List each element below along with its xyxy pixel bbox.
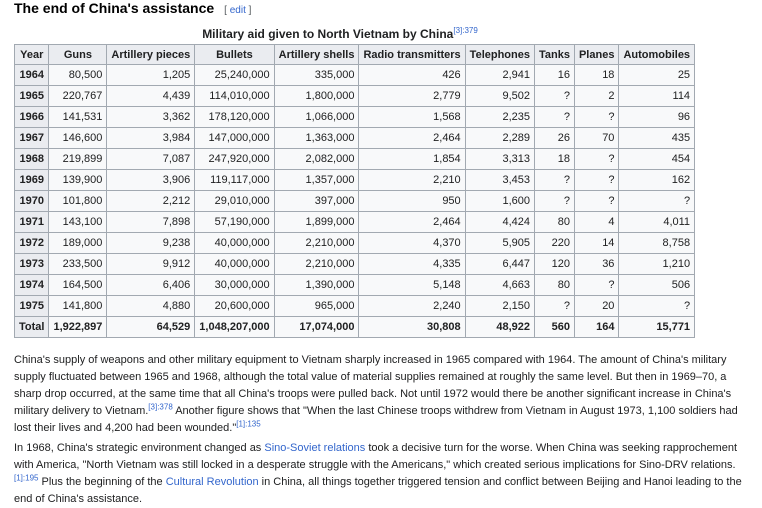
table-cell: 3,362 <box>107 107 195 128</box>
table-cell: 57,190,000 <box>195 212 274 233</box>
column-header: Radio transmitters <box>359 45 465 65</box>
total-cell: 48,922 <box>465 317 534 338</box>
table-cell: 4,439 <box>107 86 195 107</box>
table-cell: 1,600 <box>465 191 534 212</box>
column-header: Artillery pieces <box>107 45 195 65</box>
table-row <box>15 128 695 149</box>
table-cell: 2,464 <box>359 212 465 233</box>
column-header: Tanks <box>534 45 574 65</box>
row-year: 1964 <box>15 65 49 86</box>
table-cell: 4,424 <box>465 212 534 233</box>
total-cell: 560 <box>534 317 574 338</box>
table-cell: 114 <box>619 86 695 107</box>
table-cell: 9,238 <box>107 233 195 254</box>
column-header: Telephones <box>465 45 534 65</box>
table-cell: 1,800,000 <box>274 86 359 107</box>
table-cell: ? <box>574 191 618 212</box>
table-cell: 30,000,000 <box>195 275 274 296</box>
table-cell: 20 <box>574 296 618 317</box>
table-cell: 3,313 <box>465 149 534 170</box>
column-header: Planes <box>574 45 618 65</box>
table-cell: ? <box>574 170 618 191</box>
table-cell: 219,899 <box>49 149 107 170</box>
table-cell: 335,000 <box>274 65 359 86</box>
table-cell: 1,568 <box>359 107 465 128</box>
total-cell: 30,808 <box>359 317 465 338</box>
table-cell: 2,779 <box>359 86 465 107</box>
table-cell: 36 <box>574 254 618 275</box>
table-cell: 247,920,000 <box>195 149 274 170</box>
row-year: 1973 <box>15 254 49 275</box>
table-cell: 2,289 <box>465 128 534 149</box>
table-cell: ? <box>574 149 618 170</box>
table-cell: 233,500 <box>49 254 107 275</box>
table-cell: 101,800 <box>49 191 107 212</box>
table-row <box>15 233 695 254</box>
table-cell: 70 <box>574 128 618 149</box>
table-row <box>15 191 695 212</box>
table-cell: 2,150 <box>465 296 534 317</box>
row-year: 1974 <box>15 275 49 296</box>
table-cell: 2,464 <box>359 128 465 149</box>
table-cell: 5,148 <box>359 275 465 296</box>
table-cell: 1,390,000 <box>274 275 359 296</box>
table-cell: 147,000,000 <box>195 128 274 149</box>
table-cell: 18 <box>534 149 574 170</box>
table-row <box>15 107 695 128</box>
table-cell: 14 <box>574 233 618 254</box>
table-cell: 965,000 <box>274 296 359 317</box>
table-row <box>15 170 695 191</box>
table-cell: 397,000 <box>274 191 359 212</box>
table-cell: 435 <box>619 128 695 149</box>
cultural-revolution-link[interactable]: Cultural Revolution <box>165 476 259 488</box>
edit-section: [ edit ] <box>224 5 252 16</box>
paragraph-aid-supply: China's supply of weapons and other military equipment to Vietnam sharply increased in 1965 compared with 1964. The amount of China's military supply fluctuated between 1965 and 1968, although the total value of material supplies remained at roughly the same level. But then in 1969–70, a sharp drop occurred, at the same time that all China's troops were pulled back. Not until 1972 would there be another significant increase in China's military delivery to Vietnam.$^{[3]:378}$ Another figure shows that "When the last Chinese troops withdrew from Vietnam in August 1973, 1,100 soldiers had lost their lives and 4,200 had been wounded."$^{[1]:135}$ <box>14 354 738 434</box>
table-cell: ? <box>534 107 574 128</box>
table-cell: 40,000,000 <box>195 254 274 275</box>
sino-soviet-relations-link[interactable]: Sino-Soviet relations <box>264 442 366 454</box>
table-cell: 120 <box>534 254 574 275</box>
total-row <box>15 317 695 338</box>
table-cell: 2,210,000 <box>274 254 359 275</box>
table-cell: 4,370 <box>359 233 465 254</box>
edit-link[interactable]: edit <box>229 5 246 16</box>
table-cell: 143,100 <box>49 212 107 233</box>
table-cell: 1,205 <box>107 65 195 86</box>
row-year: 1967 <box>15 128 49 149</box>
citation-link[interactable]: [1]:195 <box>14 473 39 483</box>
table-row <box>15 275 695 296</box>
table-cell: 9,912 <box>107 254 195 275</box>
table-cell: 1,357,000 <box>274 170 359 191</box>
total-cell: 17,074,000 <box>274 317 359 338</box>
table-cell: 6,406 <box>107 275 195 296</box>
table-cell: 2,210 <box>359 170 465 191</box>
table-cell: 4,335 <box>359 254 465 275</box>
column-header: Guns <box>49 45 107 65</box>
total-label: Total <box>15 317 49 338</box>
table-cell: 2,240 <box>359 296 465 317</box>
citation-link[interactable]: [3]:378 <box>148 402 173 412</box>
table-cell: 141,800 <box>49 296 107 317</box>
table-cell: 164,500 <box>49 275 107 296</box>
table-cell: 178,120,000 <box>195 107 274 128</box>
column-header: Year <box>15 45 49 65</box>
table-cell: ? <box>534 86 574 107</box>
column-header: Bullets <box>195 45 274 65</box>
table-cell: 114,010,000 <box>195 86 274 107</box>
table-cell: 3,453 <box>465 170 534 191</box>
table-row <box>15 149 695 170</box>
table-cell: 29,010,000 <box>195 191 274 212</box>
table-cell: 25,240,000 <box>195 65 274 86</box>
section-title: The end of China's assistance <box>14 0 215 16</box>
table-cell: 6,447 <box>465 254 534 275</box>
table-cell: 9,502 <box>465 86 534 107</box>
table-cell: 426 <box>359 65 465 86</box>
military-aid-table <box>14 44 695 338</box>
table-cell: 80 <box>534 212 574 233</box>
table-row <box>15 212 695 233</box>
table-cell: 8,758 <box>619 233 695 254</box>
table-cell: 189,000 <box>49 233 107 254</box>
table-cell: 162 <box>619 170 695 191</box>
row-year: 1972 <box>15 233 49 254</box>
row-year: 1966 <box>15 107 49 128</box>
row-year: 1969 <box>15 170 49 191</box>
table-cell: ? <box>534 191 574 212</box>
total-cell: 1,048,207,000 <box>195 317 274 338</box>
total-cell: 164 <box>574 317 618 338</box>
table-cell: 4,663 <box>465 275 534 296</box>
table-cell: 506 <box>619 275 695 296</box>
row-year: 1975 <box>15 296 49 317</box>
row-year: 1970 <box>15 191 49 212</box>
table-cell: ? <box>619 296 695 317</box>
table-cell: 1,210 <box>619 254 695 275</box>
table-cell: 146,600 <box>49 128 107 149</box>
table-cell: 40,000,000 <box>195 233 274 254</box>
table-cell: 5,905 <box>465 233 534 254</box>
table-row <box>15 86 695 107</box>
table-row <box>15 254 695 275</box>
table-cell: 2,941 <box>465 65 534 86</box>
table-cell: 950 <box>359 191 465 212</box>
table-header-row <box>15 45 695 65</box>
table-cell: 220 <box>534 233 574 254</box>
table-cell: 1,899,000 <box>274 212 359 233</box>
table-row <box>15 296 695 317</box>
total-cell: 1,922,897 <box>49 317 107 338</box>
row-year: 1968 <box>15 149 49 170</box>
caption-citation-link[interactable]: [3]:379 <box>453 26 478 35</box>
table-cell: ? <box>574 275 618 296</box>
table-cell: 2,212 <box>107 191 195 212</box>
row-year: 1965 <box>15 86 49 107</box>
table-cell: 7,087 <box>107 149 195 170</box>
table-cell: ? <box>619 191 695 212</box>
table-cell: 119,117,000 <box>195 170 274 191</box>
table-cell: 80 <box>534 275 574 296</box>
table-cell: 20,600,000 <box>195 296 274 317</box>
table-cell: 16 <box>534 65 574 86</box>
table-caption: Military aid given to North Vietnam by China$^{[3]:379}$ <box>202 26 478 41</box>
table-cell: 7,898 <box>107 212 195 233</box>
table-cell: 4,011 <box>619 212 695 233</box>
table-cell: ? <box>534 170 574 191</box>
total-cell: 64,529 <box>107 317 195 338</box>
table-cell: 2 <box>574 86 618 107</box>
table-body <box>15 65 695 338</box>
table-cell: 80,500 <box>49 65 107 86</box>
table-cell: 139,900 <box>49 170 107 191</box>
table-cell: 454 <box>619 149 695 170</box>
table-cell: 18 <box>574 65 618 86</box>
table-cell: 26 <box>534 128 574 149</box>
section-heading <box>14 0 251 22</box>
table-cell: 1,854 <box>359 149 465 170</box>
table-row <box>15 65 695 86</box>
table-cell: 3,984 <box>107 128 195 149</box>
total-cell: 15,771 <box>619 317 695 338</box>
column-header: Artillery shells <box>274 45 359 65</box>
column-header: Automobiles <box>619 45 695 65</box>
table-cell: ? <box>574 107 618 128</box>
table-cell: 1,363,000 <box>274 128 359 149</box>
paragraph-strategic-environment: In 1968, China's strategic environment changed as Sino-Soviet relations took a decisive turn for the worse. When China was seeking rapprochement with America, "North Vietnam was still locked in a desperate struggle with the Americans," which created serious implications for Sino-DRV relations.$^{[1]:195}$ Plus the beginning of the Cultural Revolution in China, all things together triggered tension and conflict between Beijing and Hanoi leading to the end of China's assistance. <box>14 442 742 505</box>
table-cell: ? <box>534 296 574 317</box>
table-cell: 141,531 <box>49 107 107 128</box>
table-cell: 4,880 <box>107 296 195 317</box>
table-cell: 220,767 <box>49 86 107 107</box>
table-cell: 4 <box>574 212 618 233</box>
row-year: 1971 <box>15 212 49 233</box>
table-cell: 96 <box>619 107 695 128</box>
table-cell: 2,210,000 <box>274 233 359 254</box>
table-cell: 3,906 <box>107 170 195 191</box>
table-cell: 2,082,000 <box>274 149 359 170</box>
table-cell: 25 <box>619 65 695 86</box>
citation-link[interactable]: [1]:135 <box>236 419 261 429</box>
table-cell: 1,066,000 <box>274 107 359 128</box>
table-cell: 2,235 <box>465 107 534 128</box>
